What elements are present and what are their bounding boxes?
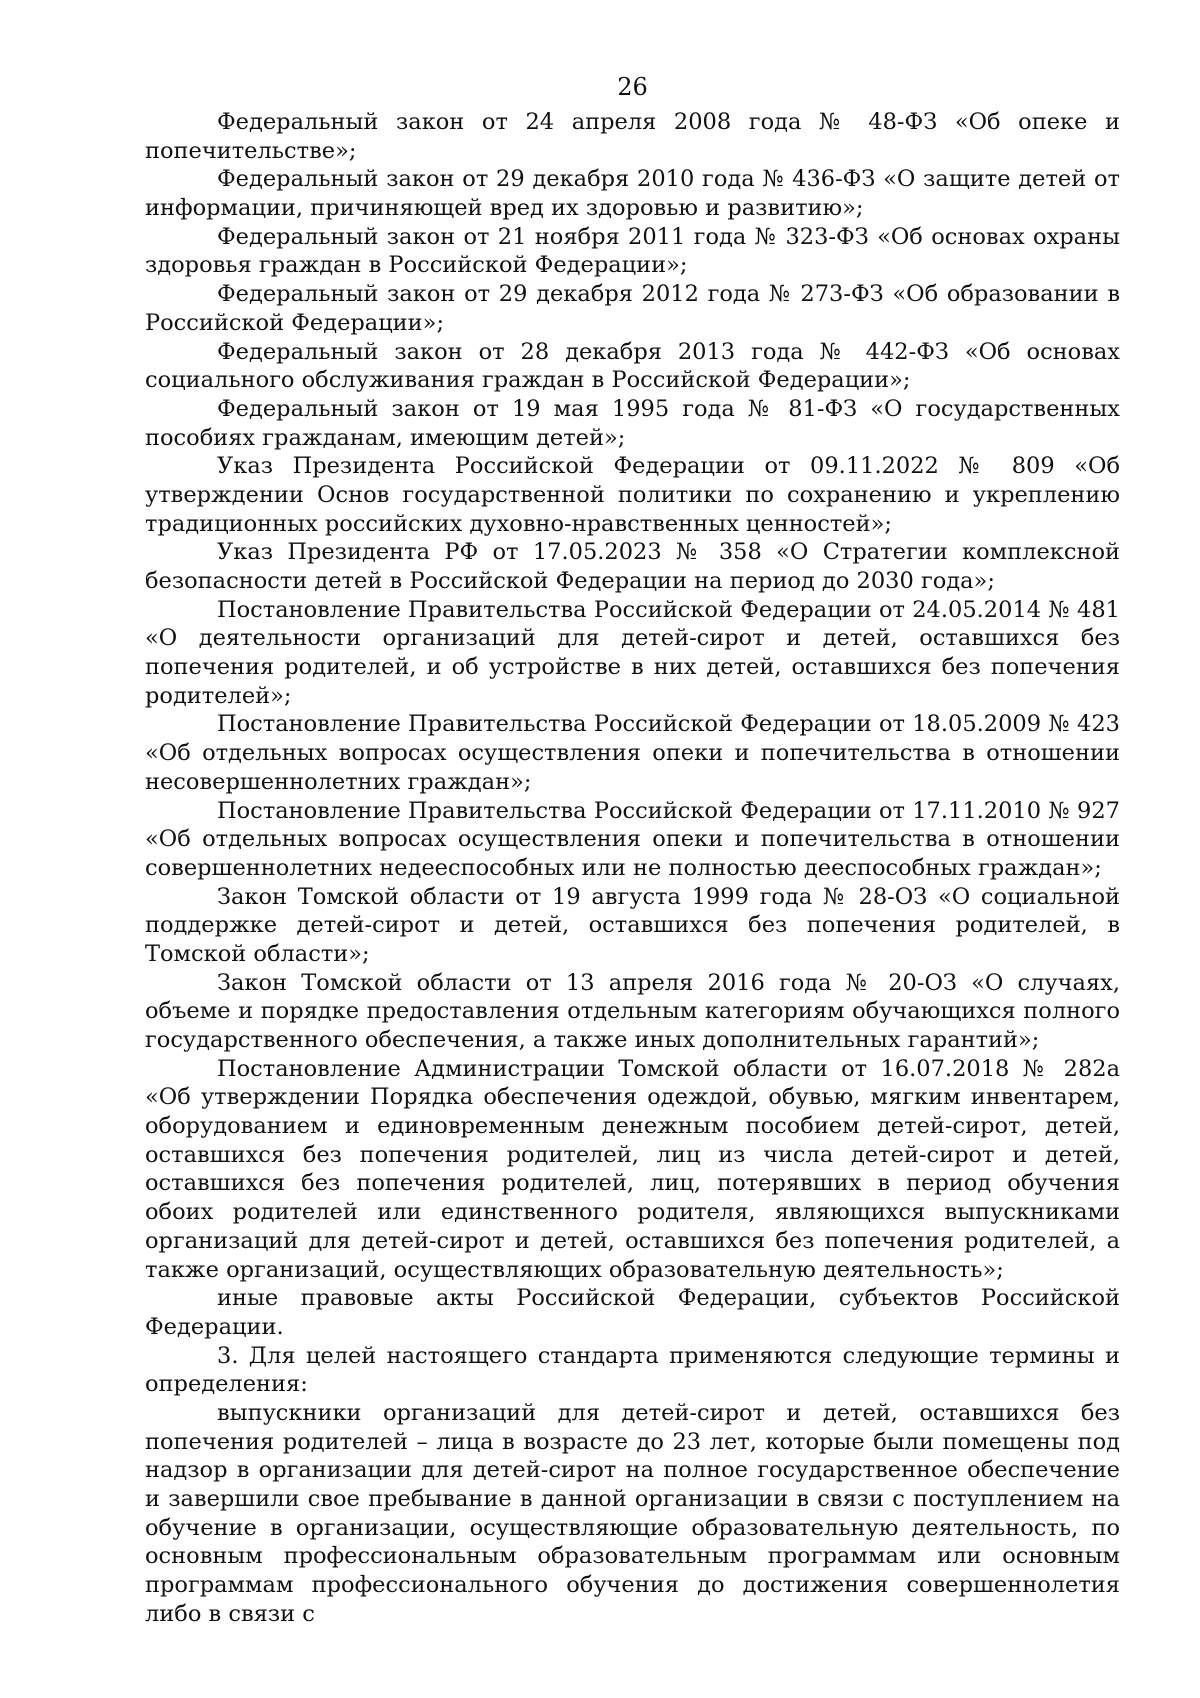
law-item-fz-48: Федеральный закон от 24 апреля 2008 года № 48-ФЗ «Об опеке и попечительстве»;	[145, 109, 1120, 164]
law-item-resolution-423: Постановление Правительства Российской Федерации от 18.05.2009 № 423 «Об отдельных вопросах осуществления опеки и попечительства в отношении несовершеннолетних граждан»;	[145, 711, 1120, 795]
law-item-resolution-927: Постановление Правительства Российской Федерации от 17.11.2010 № 927 «Об отдельных вопросах осуществления опеки и попечительства в отношении совершеннолетних недееспособных или не полностью дееспособных граждан»;	[145, 797, 1120, 881]
law-item-fz-436: Федеральный закон от 29 декабря 2010 года № 436-ФЗ «О защите детей от информации, причиняющей вред их здоровью и развитию»;	[145, 166, 1120, 222]
law-item-decree-358: Указ Президента РФ от 17.05.2023 № 358 «О Стратегии комплексной безопасности детей в Российской Федерации на период до 2030 года»;	[145, 539, 1120, 594]
law-item-decree-809: Указ Президента Российской Федерации от 09.11.2022 № 809 «Об утверждении Основ государственной политики по сохранению и укреплению традиционных российских духовно-нравственных ценностей»;	[145, 453, 1120, 537]
document-page	[145, 72, 1120, 1628]
law-item-fz-273: Федеральный закон от 29 декабря 2012 года № 273-ФЗ «Об образовании в Российской Федерации»;	[145, 281, 1120, 336]
law-item-tomsk-20-oz: Закон Томской области от 13 апреля 2016 года № 20-ОЗ «О случаях, объеме и порядке предоставления отдельным категориям обучающихся полного государственного обеспечения, а также иных дополнительных гарантий»;	[145, 969, 1120, 1053]
law-item-other-acts: иные правовые акты Российской Федерации, субъектов Российской Федерации.	[145, 1285, 1120, 1340]
page-number: 26	[617, 73, 648, 101]
law-item-resolution-481: Постановление Правительства Российской Федерации от 24.05.2014 № 481 «О деятельности организаций для детей-сирот и детей, оставшихся без попечения родителей, и об устройстве в них детей, оставшихся без попечения родителей»;	[145, 596, 1120, 709]
law-item-tomsk-282a: Постановление Администрации Томской области от 16.07.2018 № 282а «Об утверждении Порядка обеспечения одеждой, обувью, мягким инвентарем, оборудованием и единовременным денежным пособием детей-сирот, детей, оставшихся без попечения родителей, лиц из числа детей-сирот и детей, оставшихся без попечения родителей, лиц, потерявших в период обучения обоих родителей или единственного родителя, являющихся выпускниками организаций для детей-сирот и детей, оставшихся без попечения родителей, а также организаций, осуществляющих образовательную деятельность»;	[145, 1055, 1120, 1283]
law-item-fz-442: Федеральный закон от 28 декабря 2013 года № 442-ФЗ «Об основах социального обслуживания граждан в Российской Федерации»;	[145, 338, 1120, 394]
law-item-fz-81: Федеральный закон от 19 мая 1995 года № 81-ФЗ «О государственных пособиях гражданам, имеющим детей»;	[145, 395, 1120, 451]
law-item-fz-323: Федеральный закон от 21 ноября 2011 года № 323-ФЗ «Об основах охраны здоровья граждан в Российской Федерации»;	[145, 223, 1120, 279]
law-item-tomsk-28-oz: Закон Томской области от 19 августа 1999 года № 28-ОЗ «О социальной поддержке детей-сирот и детей, оставшихся без попечения родителей, в Томской области»;	[145, 883, 1120, 967]
section-3-intro: 3. Для целей настоящего стандарта применяются следующие термины и определения:	[145, 1342, 1120, 1398]
definition-graduates: выпускники организаций для детей-сирот и детей, оставшихся без попечения родителей – лица в возрасте до 23 лет, которые были помещены под надзор в организации для детей-сирот на полное государственное обеспечение и завершили свое пребывание в данной организации в связи с поступлением на обучение в организации, осуществляющие образовательную деятельность, по основным профессиональным образовательным программам или основным программам профессионального обучения до достижения совершеннолетия либо в связи с	[145, 1399, 1120, 1627]
